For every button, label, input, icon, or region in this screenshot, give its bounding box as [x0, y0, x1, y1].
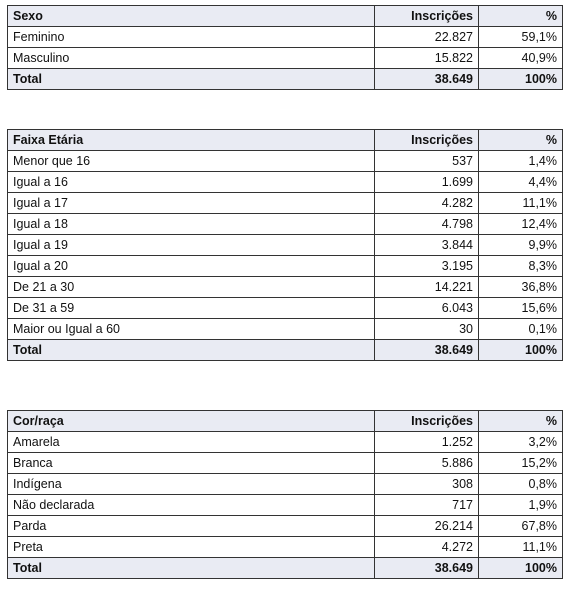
header-percent: %: [479, 130, 563, 151]
header-percent: %: [479, 411, 563, 432]
header-category: Faixa Etária: [8, 130, 375, 151]
row-inscricoes: 4.798: [375, 214, 479, 235]
table-row: [8, 48, 563, 69]
row-category: Igual a 20: [8, 256, 375, 277]
table-row: [8, 495, 563, 516]
row-category: Igual a 19: [8, 235, 375, 256]
row-percent: 9,9%: [479, 235, 563, 256]
row-category: Não declarada: [8, 495, 375, 516]
table-row: [8, 172, 563, 193]
table-row: [8, 235, 563, 256]
header-percent: %: [479, 6, 563, 27]
table-row: [8, 453, 563, 474]
row-percent: 36,8%: [479, 277, 563, 298]
row-category: Preta: [8, 537, 375, 558]
table-row: [8, 516, 563, 537]
table-row: [8, 193, 563, 214]
row-category: Feminino: [8, 27, 375, 48]
table-row: [8, 27, 563, 48]
row-percent: 40,9%: [479, 48, 563, 69]
row-category: Igual a 16: [8, 172, 375, 193]
table-faixa-etaria: [7, 129, 563, 361]
row-category: Amarela: [8, 432, 375, 453]
table-row: [8, 151, 563, 172]
total-percent: 100%: [479, 340, 563, 361]
row-percent: 67,8%: [479, 516, 563, 537]
row-category: Igual a 17: [8, 193, 375, 214]
row-category: Maior ou Igual a 60: [8, 319, 375, 340]
row-inscricoes: 5.886: [375, 453, 479, 474]
row-category: Branca: [8, 453, 375, 474]
row-percent: 15,2%: [479, 453, 563, 474]
row-inscricoes: 3.844: [375, 235, 479, 256]
table-total-row: [8, 69, 563, 90]
row-inscricoes: 6.043: [375, 298, 479, 319]
row-percent: 3,2%: [479, 432, 563, 453]
row-category: Igual a 18: [8, 214, 375, 235]
total-label: Total: [8, 558, 375, 579]
table-header-row: [8, 6, 563, 27]
row-category: Masculino: [8, 48, 375, 69]
row-percent: 1,4%: [479, 151, 563, 172]
total-percent: 100%: [479, 558, 563, 579]
row-inscricoes: 15.822: [375, 48, 479, 69]
total-label: Total: [8, 340, 375, 361]
table-total-row: [8, 340, 563, 361]
row-category: De 21 a 30: [8, 277, 375, 298]
row-percent: 59,1%: [479, 27, 563, 48]
row-category: Menor que 16: [8, 151, 375, 172]
row-inscricoes: 26.214: [375, 516, 479, 537]
row-inscricoes: 30: [375, 319, 479, 340]
row-inscricoes: 14.221: [375, 277, 479, 298]
table-header-row: [8, 411, 563, 432]
total-percent: 100%: [479, 69, 563, 90]
row-inscricoes: 3.195: [375, 256, 479, 277]
row-inscricoes: 1.699: [375, 172, 479, 193]
table-cor-raca: [7, 410, 563, 579]
table-row: [8, 474, 563, 495]
row-percent: 0,1%: [479, 319, 563, 340]
table-row: [8, 432, 563, 453]
row-percent: 15,6%: [479, 298, 563, 319]
table-total-row: [8, 558, 563, 579]
row-percent: 4,4%: [479, 172, 563, 193]
table-header-row: [8, 130, 563, 151]
header-inscricoes: Inscrições: [375, 6, 479, 27]
row-inscricoes: 537: [375, 151, 479, 172]
row-percent: 11,1%: [479, 537, 563, 558]
row-percent: 1,9%: [479, 495, 563, 516]
total-label: Total: [8, 69, 375, 90]
table-sexo: [7, 5, 563, 90]
header-category: Sexo: [8, 6, 375, 27]
row-percent: 12,4%: [479, 214, 563, 235]
row-percent: 0,8%: [479, 474, 563, 495]
row-inscricoes: 1.252: [375, 432, 479, 453]
row-inscricoes: 22.827: [375, 27, 479, 48]
total-inscricoes: 38.649: [375, 558, 479, 579]
row-percent: 8,3%: [479, 256, 563, 277]
row-inscricoes: 308: [375, 474, 479, 495]
row-inscricoes: 4.282: [375, 193, 479, 214]
row-percent: 11,1%: [479, 193, 563, 214]
table-row: [8, 298, 563, 319]
total-inscricoes: 38.649: [375, 69, 479, 90]
table-row: [8, 256, 563, 277]
table-row: [8, 277, 563, 298]
row-category: Indígena: [8, 474, 375, 495]
header-inscricoes: Inscrições: [375, 411, 479, 432]
row-category: Parda: [8, 516, 375, 537]
table-row: [8, 537, 563, 558]
header-inscricoes: Inscrições: [375, 130, 479, 151]
table-row: [8, 319, 563, 340]
total-inscricoes: 38.649: [375, 340, 479, 361]
row-category: De 31 a 59: [8, 298, 375, 319]
row-inscricoes: 717: [375, 495, 479, 516]
table-row: [8, 214, 563, 235]
row-inscricoes: 4.272: [375, 537, 479, 558]
header-category: Cor/raça: [8, 411, 375, 432]
